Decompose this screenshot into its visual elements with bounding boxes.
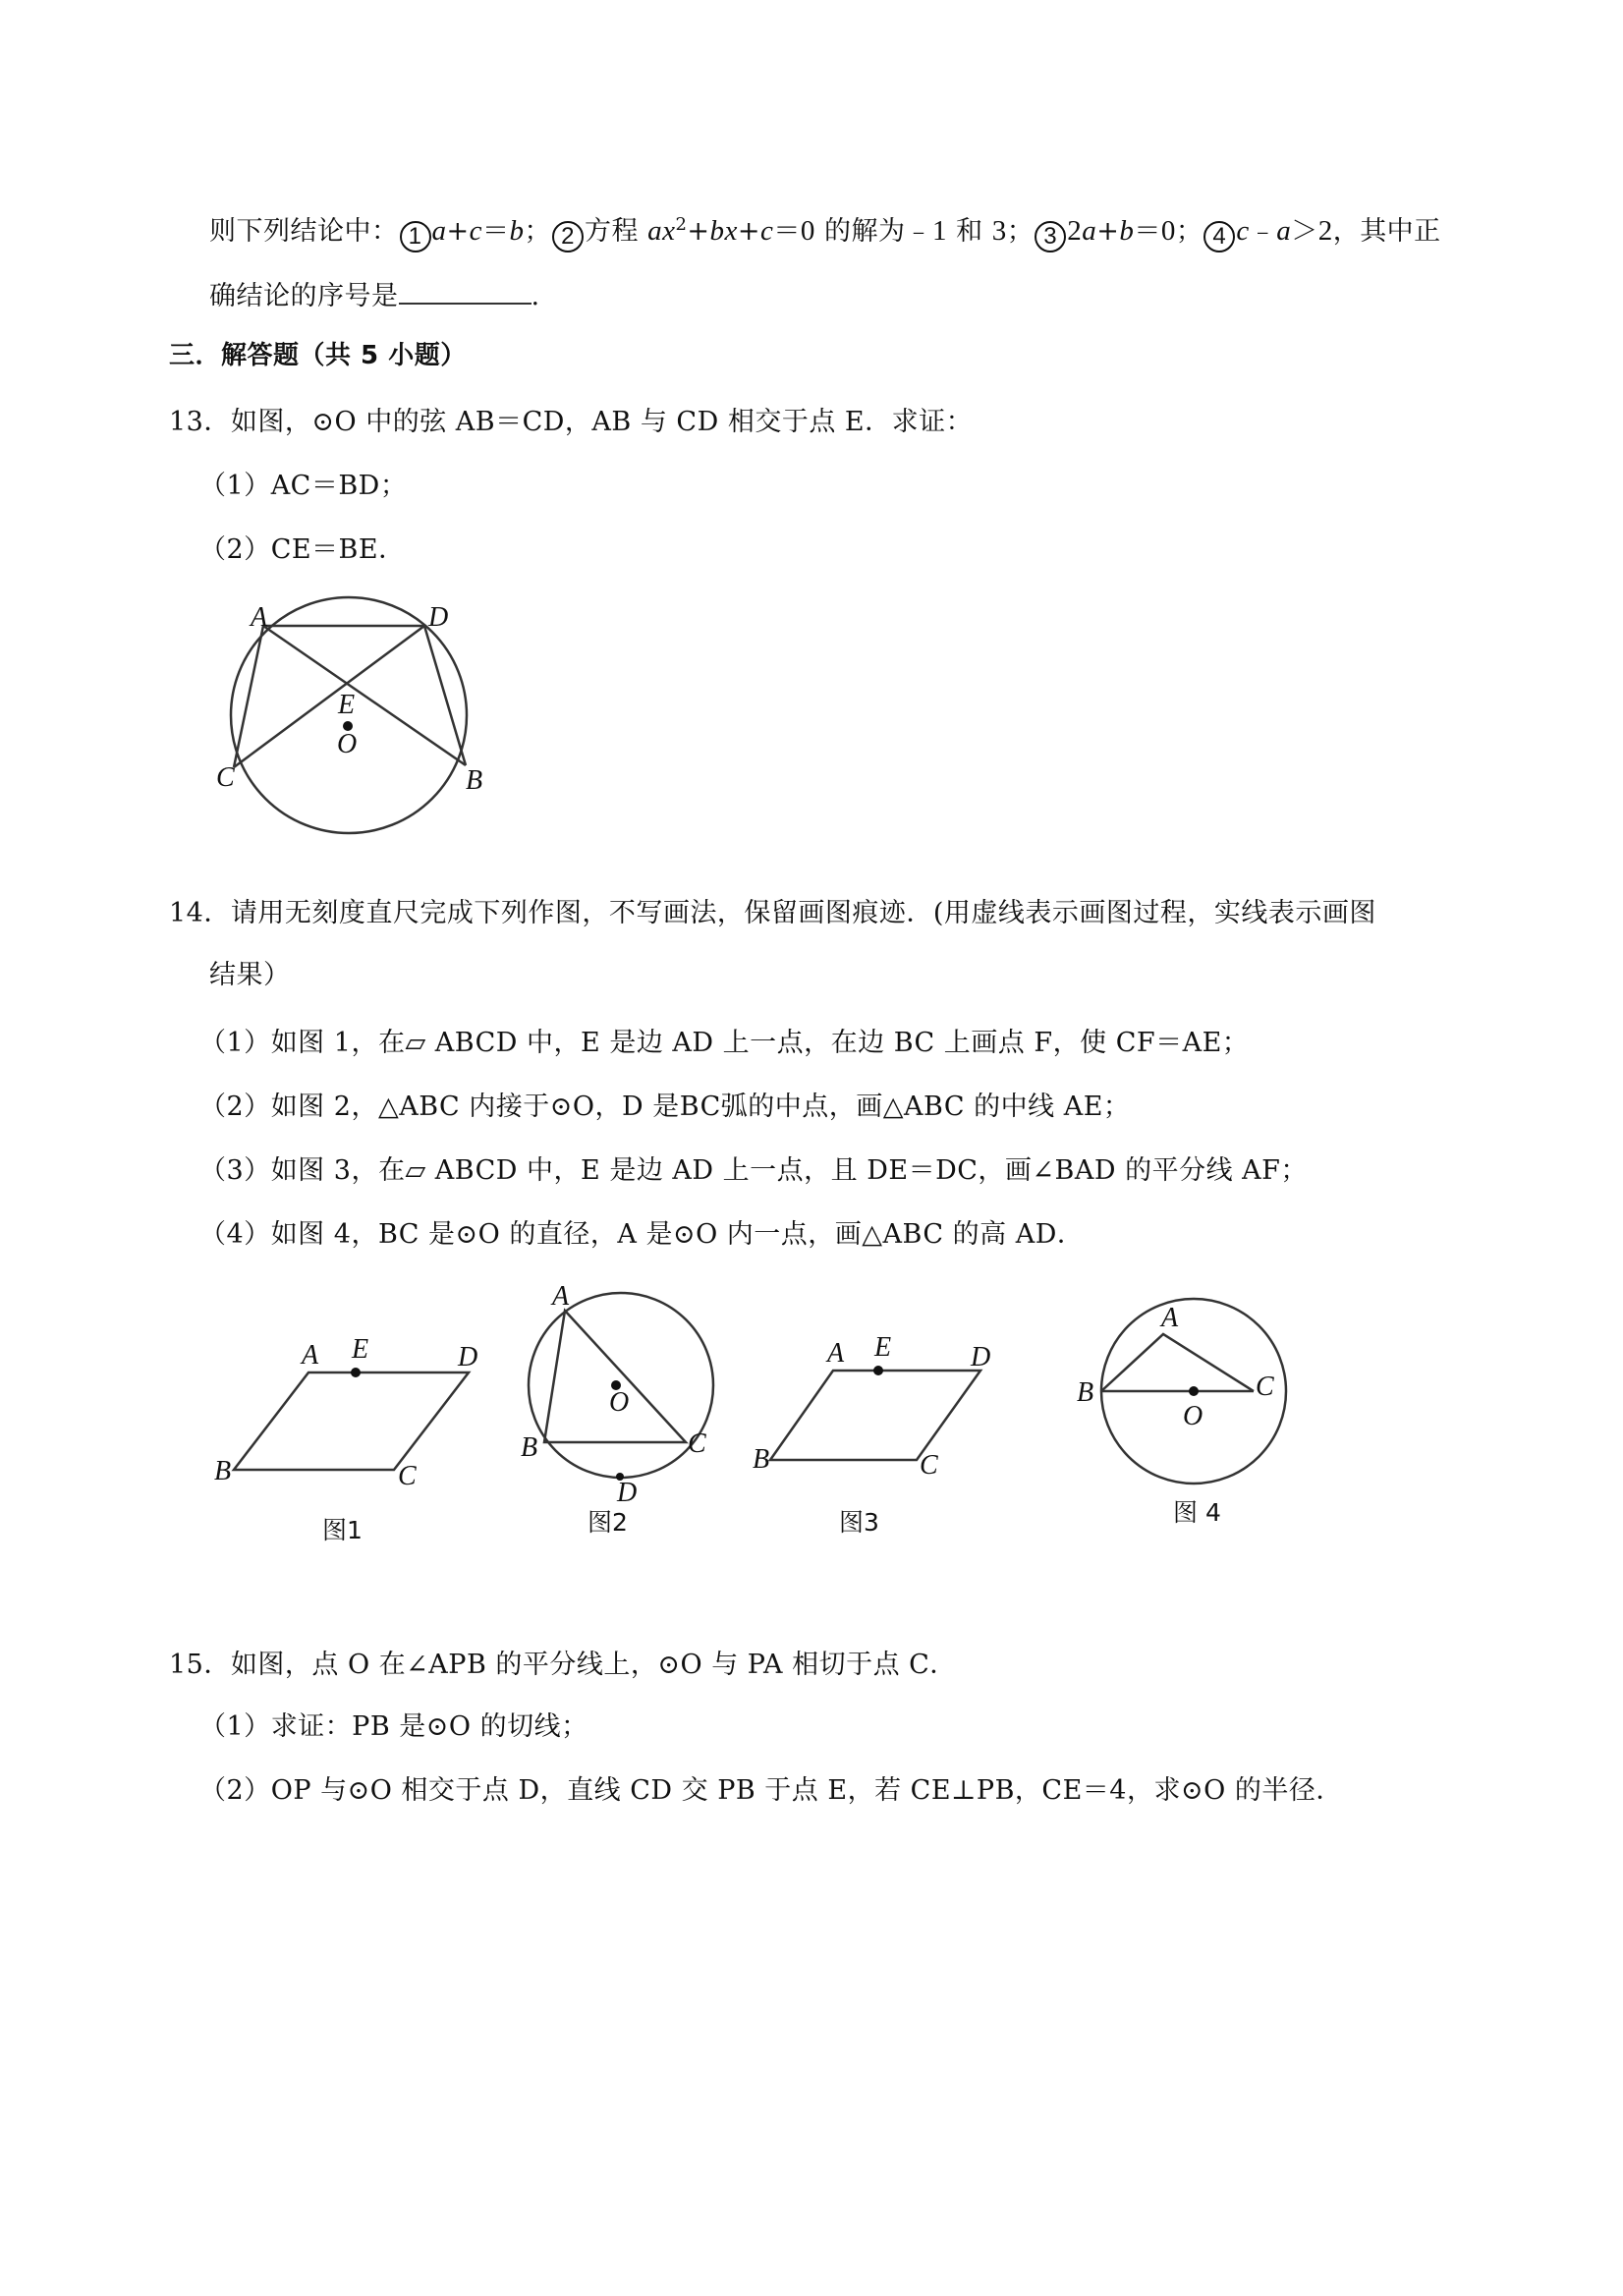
- label-a: A: [251, 602, 268, 633]
- label-d: D: [971, 1342, 991, 1372]
- q12-conclusions-line: 则下列结论中： 1 a+c＝b； 2 方程 $ax^2+bx+c=0$ 的解为﹣1 和 3； 3 2a+b＝0； 4 c﹣a＞2，其中正: [209, 213, 1441, 252]
- circled-number-1: 1: [400, 221, 431, 252]
- label-d: D: [617, 1478, 638, 1508]
- figure-caption: 图1: [322, 1516, 363, 1544]
- label-a: A: [552, 1281, 570, 1312]
- label-a: A: [302, 1340, 319, 1371]
- circled-number-2: 2: [552, 221, 584, 252]
- point-e: [873, 1366, 883, 1375]
- q14-part-4: （4）如图 4，BC 是⊙O 的直径，A 是⊙O 内一点，画△ABC 的高 AD．: [199, 1219, 1085, 1250]
- label-c: C: [920, 1450, 938, 1481]
- q14-figure-1: [196, 1277, 521, 1562]
- label-c: C: [688, 1428, 706, 1459]
- figure-caption: 图3: [839, 1508, 879, 1537]
- label-b: B: [521, 1432, 538, 1463]
- q12-answer-line: 确结论的序号是 .: [209, 277, 540, 314]
- label-a: A: [1161, 1303, 1179, 1333]
- q15-number: 15．: [169, 1650, 231, 1680]
- q14-part-1: （1）如图 1，在▱ ABCD 中，E 是边 AD 上一点，在边 BC 上画点 F，使 CF＝AE；: [199, 1028, 1250, 1058]
- q14-number: 14．: [169, 898, 231, 928]
- q12-prefix: 则下列结论中：: [209, 216, 399, 247]
- label-e: E: [352, 1334, 369, 1365]
- label-o: O: [337, 729, 358, 759]
- label-a: A: [827, 1338, 845, 1369]
- label-b: B: [466, 765, 483, 796]
- q15-part-1: （1）求证：PB 是⊙O 的切线；: [199, 1711, 588, 1742]
- section-heading: 三．解答题（共 5 小题）: [169, 341, 467, 370]
- chord-cd: [234, 626, 424, 767]
- q13-stem-text: 如图，⊙O 中的弦 AB＝CD，AB 与 CD 相交于点 E．求证：: [230, 407, 974, 437]
- point-e: [351, 1368, 361, 1377]
- answer-blank[interactable]: [399, 277, 532, 305]
- label-e: E: [874, 1332, 892, 1363]
- q13-figure: [196, 589, 511, 865]
- label-e: E: [338, 690, 356, 720]
- q13-part-1: （1）AC＝BD；: [199, 471, 408, 501]
- parallelogram-abcd: [234, 1372, 469, 1470]
- q14-part-2: （2）如图 2，△ABC 内接于⊙O，D 是BC弧的中点，画△ABC 的中线 AE；: [199, 1092, 1131, 1122]
- q13-stem: [169, 405, 973, 440]
- parallelogram-abcd: [770, 1371, 980, 1460]
- q14-figure-3: [747, 1277, 1041, 1562]
- label-c: C: [216, 762, 235, 793]
- label-b: B: [1077, 1377, 1094, 1408]
- triangle-abc: [544, 1311, 686, 1442]
- q12-suffix: 其中正: [1360, 216, 1441, 247]
- q14-part-3: （3）如图 3，在▱ ABCD 中，E 是边 AD 上一点，且 DE＝DC，画∠BAD 的平分线 AF；: [199, 1155, 1308, 1186]
- label-o: O: [1183, 1401, 1203, 1431]
- label-d: D: [428, 602, 449, 633]
- label-b: B: [214, 1456, 232, 1486]
- figure-caption: 图2: [588, 1508, 628, 1537]
- q14-stem-cont: 结果）: [209, 960, 291, 990]
- segment-ac: [234, 626, 263, 767]
- circled-number-4: 4: [1203, 221, 1235, 252]
- label-c: C: [1256, 1372, 1274, 1402]
- q13-number: 13．: [169, 407, 231, 437]
- q15-part-2: （2）OP 与⊙O 相交于点 D，直线 CD 交 PB 于点 E，若 CE⊥PB，CE＝4，求⊙O 的半径．: [199, 1775, 1343, 1806]
- label-d: D: [458, 1342, 478, 1372]
- triangle-abc: [1101, 1334, 1254, 1391]
- q13-part-2: （2）CE＝BE．: [199, 534, 406, 565]
- figure-caption: 图 4: [1173, 1498, 1221, 1527]
- label-o: O: [609, 1387, 630, 1418]
- q15-stem: 15．如图，点 O 在∠APB 的平分线上，⊙O 与 PA 相切于点 C．: [169, 1650, 957, 1680]
- q14-figure-4: [1041, 1277, 1336, 1562]
- label-c: C: [398, 1461, 417, 1491]
- chord-ab: [263, 626, 466, 765]
- q14-stem: 14．请用无刻度直尺完成下列作图，不写画法，保留画图痕迹．(用虚线表示画图过程，实线表示画图: [169, 898, 1376, 928]
- q12-question-text: 确结论的序号是: [209, 281, 399, 311]
- circled-number-3: 3: [1035, 221, 1066, 252]
- label-b: B: [753, 1444, 770, 1475]
- q14-figure-2: [511, 1277, 737, 1562]
- center-dot-o: [1189, 1386, 1199, 1396]
